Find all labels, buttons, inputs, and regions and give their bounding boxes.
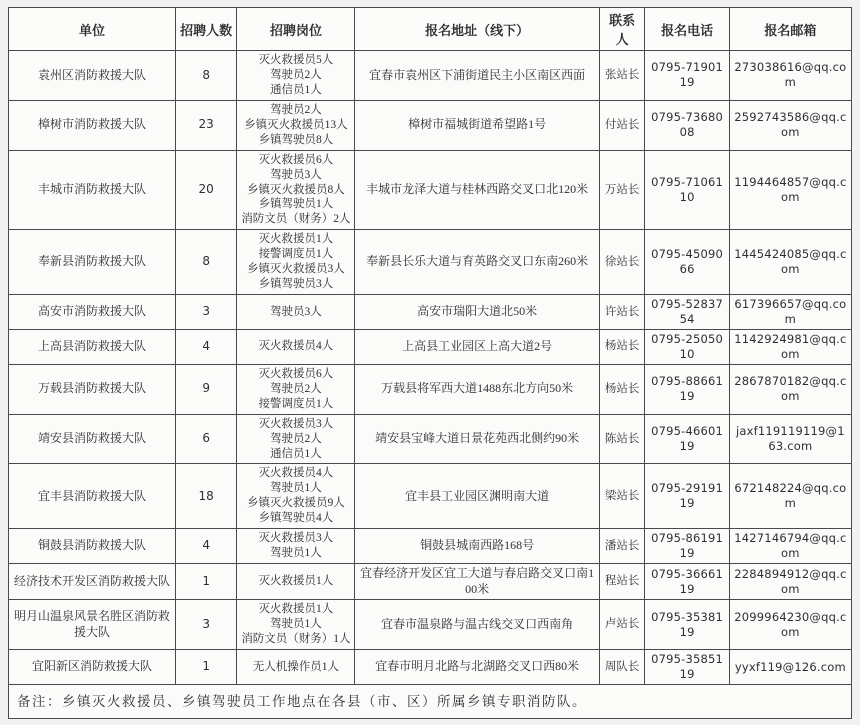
- email-cell: 1142924981@qq.com: [729, 329, 851, 364]
- contact-cell: 潘站长: [599, 529, 645, 564]
- contact-cell: 万站长: [599, 150, 645, 230]
- positions-cell: [237, 600, 355, 650]
- position-line: 灭火救援员3人: [258, 417, 334, 430]
- note-row: [9, 684, 852, 719]
- count-cell: 20: [175, 150, 237, 230]
- count-cell: 18: [175, 464, 237, 529]
- column-header: 报名电话: [645, 8, 729, 51]
- positions-cell: [237, 364, 355, 414]
- position-line: 灭火救援员4人: [258, 467, 334, 480]
- unit-cell: 宜丰县消防救援大队: [9, 464, 176, 529]
- contact-cell: 卢站长: [599, 600, 645, 650]
- recruitment-table: [8, 7, 852, 719]
- positions-cell: [237, 150, 355, 230]
- position-line: 驾驶员2人: [270, 432, 322, 445]
- contact-cell: 程站长: [599, 564, 645, 600]
- positions-cell: [237, 564, 355, 600]
- email-cell: yyxf119@126.com: [729, 650, 851, 685]
- position-line: 接警调度员1人: [258, 248, 334, 261]
- phone-cell: 0795-7106110: [645, 150, 729, 230]
- email-cell: 1194464857@qq.com: [729, 150, 851, 230]
- address-cell: 宜丰县工业园区渊明南大道: [355, 464, 599, 529]
- positions-cell: [237, 650, 355, 685]
- table-row: [9, 295, 852, 330]
- unit-cell: 丰城市消防救援大队: [9, 150, 176, 230]
- address-cell: 高安市瑞阳大道北50米: [355, 295, 599, 330]
- phone-cell: 0795-5283754: [645, 295, 729, 330]
- table-row: [9, 51, 852, 101]
- address-cell: 万载县将军西大道1488东北方向50米: [355, 364, 599, 414]
- position-line: 灭火救援员1人: [258, 575, 334, 588]
- unit-cell: 袁州区消防救援大队: [9, 51, 176, 101]
- position-line: 乡镇驾驶员1人: [258, 198, 334, 211]
- position-line: 通信员1人: [270, 83, 322, 96]
- table-row: [9, 529, 852, 564]
- address-cell: 宜春市袁州区下浦街道民主小区南区西面: [355, 51, 599, 101]
- address-cell: 丰城市龙泽大道与桂林西路交叉口北120米: [355, 150, 599, 230]
- table-header-row: [9, 8, 852, 51]
- count-cell: 4: [175, 529, 237, 564]
- email-cell: 2099964230@qq.com: [729, 600, 851, 650]
- count-cell: 23: [175, 100, 237, 150]
- position-line: 灭火救援员1人: [258, 233, 334, 246]
- column-header: 招聘岗位: [237, 8, 355, 51]
- count-cell: 8: [175, 51, 237, 101]
- contact-cell: 杨站长: [599, 364, 645, 414]
- positions-cell: [237, 529, 355, 564]
- column-header: 招聘人数: [175, 8, 237, 51]
- email-cell: 672148224@qq.com: [729, 464, 851, 529]
- unit-cell: 樟树市消防救援大队: [9, 100, 176, 150]
- position-line: 驾驶员1人: [270, 547, 322, 560]
- email-cell: 2867870182@qq.com: [729, 364, 851, 414]
- unit-cell: 上高县消防救援大队: [9, 329, 176, 364]
- table-row: [9, 414, 852, 464]
- unit-cell: 奉新县消防救援大队: [9, 230, 176, 295]
- phone-cell: 0795-2919119: [645, 464, 729, 529]
- column-header: 报名地址（线下）: [355, 8, 599, 51]
- address-cell: 樟树市福城街道希望路1号: [355, 100, 599, 150]
- address-cell: 宜春市温泉路与温古线交叉口西南角: [355, 600, 599, 650]
- email-cell: 1445424085@qq.com: [729, 230, 851, 295]
- phone-cell: 0795-4660119: [645, 414, 729, 464]
- position-line: 乡镇灭火救援员8人: [247, 183, 345, 196]
- contact-cell: 许站长: [599, 295, 645, 330]
- contact-cell: 徐站长: [599, 230, 645, 295]
- contact-cell: 梁站长: [599, 464, 645, 529]
- positions-cell: [237, 329, 355, 364]
- position-line: 灭火救援员3人: [258, 532, 334, 545]
- contact-cell: 陈站长: [599, 414, 645, 464]
- positions-cell: [237, 100, 355, 150]
- column-header: 联系人: [599, 8, 645, 51]
- position-line: 驾驶员3人: [270, 168, 322, 181]
- address-cell: 上高县工业园区上高大道2号: [355, 329, 599, 364]
- position-line: 通信员1人: [270, 447, 322, 460]
- contact-cell: 张站长: [599, 51, 645, 101]
- count-cell: 3: [175, 295, 237, 330]
- table-row: [9, 150, 852, 230]
- count-cell: 3: [175, 600, 237, 650]
- position-line: 驾驶员2人: [270, 382, 322, 395]
- unit-cell: 宜阳新区消防救援大队: [9, 650, 176, 685]
- unit-cell: 万载县消防救援大队: [9, 364, 176, 414]
- table-row: [9, 364, 852, 414]
- phone-cell: 0795-7368008: [645, 100, 729, 150]
- count-cell: 4: [175, 329, 237, 364]
- unit-cell: 高安市消防救援大队: [9, 295, 176, 330]
- table-row: [9, 329, 852, 364]
- phone-cell: 0795-4509066: [645, 230, 729, 295]
- address-cell: 奉新县长乐大道与育英路交叉口东南260米: [355, 230, 599, 295]
- position-line: 乡镇驾驶员8人: [258, 133, 334, 146]
- position-line: 灭火救援员5人: [258, 54, 334, 66]
- email-cell: 2592743586@qq.com: [729, 100, 851, 150]
- position-line: 乡镇灭火救援员9人: [247, 497, 345, 510]
- position-line: 乡镇驾驶员3人: [258, 278, 334, 291]
- position-line: 乡镇灭火救援员3人: [247, 263, 345, 276]
- position-line: 驾驶员2人: [270, 103, 322, 116]
- positions-cell: [237, 51, 355, 101]
- count-cell: 6: [175, 414, 237, 464]
- table-row: [9, 650, 852, 685]
- position-line: 接警调度员1人: [258, 397, 334, 410]
- position-line: 灭火救援员6人: [258, 367, 334, 380]
- note-text: 备注：乡镇灭火救援员、乡镇驾驶员工作地点在各县（市、区）所属乡镇专职消防队。: [9, 684, 852, 719]
- contact-cell: 付站长: [599, 100, 645, 150]
- email-cell: 2284894912@qq.com: [729, 564, 851, 600]
- email-cell: 273038616@qq.com: [729, 51, 851, 101]
- phone-cell: 0795-8619119: [645, 529, 729, 564]
- phone-cell: 0795-7190119: [645, 51, 729, 101]
- contact-cell: 周队长: [599, 650, 645, 685]
- phone-cell: 0795-3666119: [645, 564, 729, 600]
- contact-cell: 杨站长: [599, 329, 645, 364]
- table-row: [9, 464, 852, 529]
- email-cell: jaxf119119119@163.com: [729, 414, 851, 464]
- phone-cell: 0795-8866119: [645, 364, 729, 414]
- position-line: 驾驶员2人: [270, 68, 322, 81]
- email-cell: 1427146794@qq.com: [729, 529, 851, 564]
- count-cell: 9: [175, 364, 237, 414]
- address-cell: 铜鼓县城南西路168号: [355, 529, 599, 564]
- position-line: 驾驶员1人: [270, 618, 322, 631]
- count-cell: 1: [175, 650, 237, 685]
- table-row: [9, 230, 852, 295]
- address-cell: 宜春市明月北路与北湖路交叉口西80米: [355, 650, 599, 685]
- position-line: 灭火救援员4人: [258, 340, 334, 353]
- position-line: 驾驶员3人: [270, 305, 322, 318]
- table-row: [9, 100, 852, 150]
- unit-cell: 铜鼓县消防救援大队: [9, 529, 176, 564]
- positions-cell: [237, 464, 355, 529]
- position-line: 灭火救援员6人: [258, 153, 334, 166]
- positions-cell: [237, 414, 355, 464]
- phone-cell: 0795-3585119: [645, 650, 729, 685]
- position-line: 乡镇灭火救援员13人: [244, 118, 348, 131]
- address-cell: 宜春经济开发区宜工大道与春启路交叉口南100米: [355, 564, 599, 600]
- positions-cell: [237, 295, 355, 330]
- unit-cell: 靖安县消防救援大队: [9, 414, 176, 464]
- position-line: 灭火救援员1人: [258, 603, 334, 616]
- position-line: 乡镇驾驶员4人: [258, 512, 334, 525]
- phone-cell: 0795-3538119: [645, 600, 729, 650]
- table-row: [9, 600, 852, 650]
- position-line: 无人机操作员1人: [252, 660, 340, 673]
- email-cell: 617396657@qq.com: [729, 295, 851, 330]
- positions-cell: [237, 230, 355, 295]
- position-line: 消防文员（财务）2人: [241, 213, 351, 226]
- address-cell: 靖安县宝峰大道日景花苑西北侧约90米: [355, 414, 599, 464]
- count-cell: 8: [175, 230, 237, 295]
- unit-cell: 明月山温泉风景名胜区消防救援大队: [9, 600, 176, 650]
- position-line: 消防文员（财务）1人: [241, 633, 351, 646]
- column-header: 单位: [9, 8, 176, 51]
- column-header: 报名邮箱: [729, 8, 851, 51]
- unit-cell: 经济技术开发区消防救援大队: [9, 564, 176, 600]
- phone-cell: 0795-2505010: [645, 329, 729, 364]
- position-line: 驾驶员1人: [270, 482, 322, 495]
- count-cell: 1: [175, 564, 237, 600]
- table-row: [9, 564, 852, 600]
